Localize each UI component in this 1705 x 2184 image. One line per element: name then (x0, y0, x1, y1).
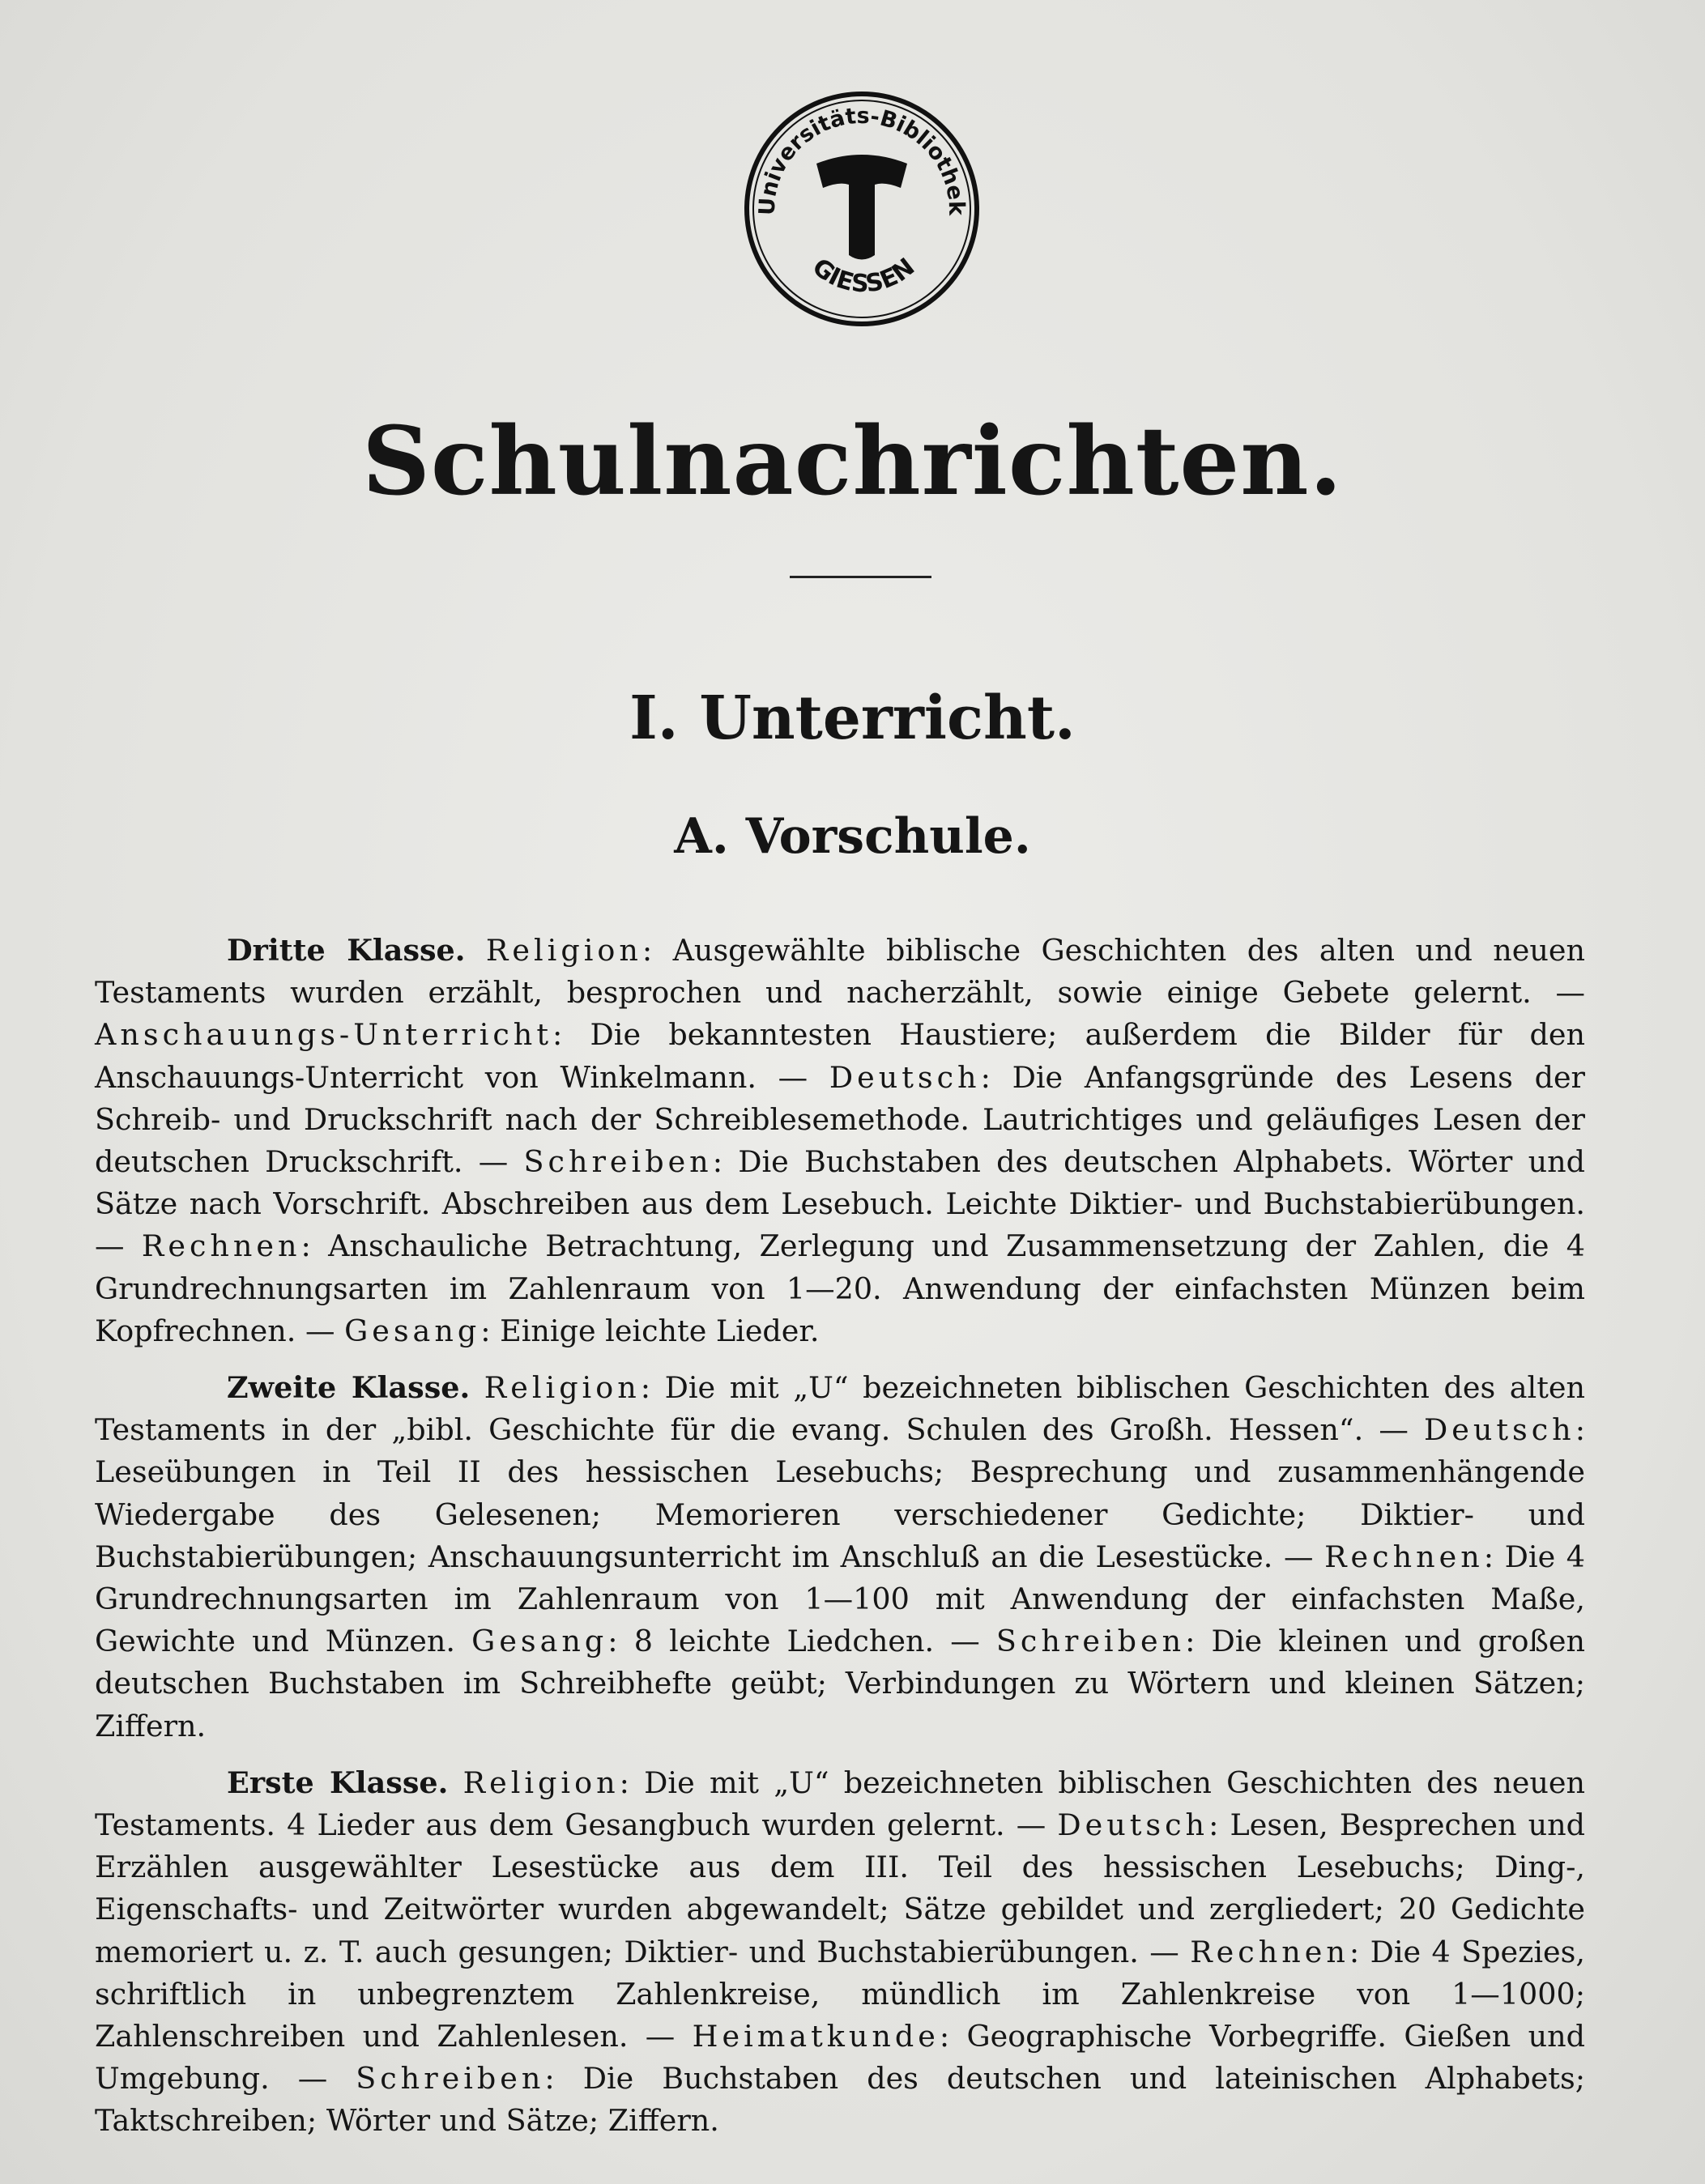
klasse-label: Erste Klasse. (227, 1765, 449, 1800)
library-stamp-icon (742, 89, 982, 329)
klasse-label: Dritte Klasse. (227, 933, 466, 968)
svg-text:Universitäts-Bibliothek: Universitäts-Bibliothek (754, 103, 970, 216)
subject-text: : Die mit „U“ bezeichneten biblischen Geschichten des alten Testaments in der „bibl. Geschichte für die evang. Schulen des Großh. Hessen“. — (95, 1370, 1585, 1448)
klasse-label: Zweite Klasse. (227, 1370, 471, 1406)
subject-name: Gesang (344, 1313, 481, 1348)
subject-name: Deutsch (1423, 1412, 1575, 1448)
page-title: Schulnachrichten. (362, 407, 1343, 517)
paragraph-erste-klasse (95, 1762, 1585, 2143)
subject-name: Anschauungs-Unterricht (95, 1017, 552, 1053)
subject-text: : Die bekanntesten Haustiere; außerdem die Bilder für den Anschauungs-Unterricht von Winkelmann. — (95, 1017, 1585, 1095)
subject-name: Deutsch (1057, 1807, 1209, 1843)
subject-text: : Ausgewählte biblische Geschichten des alten und neuen Testaments wurden erzählt, besprochen und nacherzählt, sowie einige Gebete gelernt. — (95, 933, 1585, 1011)
subject-name: Rechnen (1190, 1934, 1349, 1969)
subject-text: : Die Buchstaben des deutschen und lateinischen Alphabets; Taktschreiben; Wörter und Sätze; Ziffern. (95, 2061, 1585, 2139)
subject-text: : Die kleinen und großen deutschen Buchstaben im Schreibhefte geübt; Verbindungen zu Wörtern und kleinen Sätzen; Ziffern. (95, 1624, 1585, 1743)
subject-text: : 8 leichte Liedchen. — (607, 1624, 996, 1659)
subject-name: Rechnen (141, 1228, 301, 1264)
svg-text:GIESSEN: GIESSEN (807, 253, 920, 299)
subject-text: : Einige leichte Lieder. (480, 1313, 820, 1348)
subject-name: Religion (484, 1370, 641, 1406)
subject-text: : Die Anfangsgründe des Lesens der Schreib- und Druckschrift nach der Schreiblesemethode. Lautrichtiges und geläufiges Lesen der deutschen Druckschrift. — (95, 1059, 1585, 1180)
subject-text: : Anschauliche Betrachtung, Zerlegung und Zusammensetzung der Zahlen, die 4 Grundrechnungsarten im Zahlenraum von 1—20. Anwendung der einfachsten Münzen beim Kopfrechnen. — (95, 1228, 1585, 1348)
subject-name: Rechnen (1324, 1539, 1484, 1574)
subject-text: : Geographische Vorbegriffe. Gießen und Umgebung. — (95, 2019, 1585, 2097)
subject-name: Religion (462, 1765, 620, 1800)
title-divider (790, 576, 931, 578)
subsection-heading: A. Vorschule. (674, 808, 1031, 865)
subject-name: Heimatkunde (692, 2019, 940, 2054)
subject-text: : Die 4 Grundrechnungsarten im Zahlenraum von 1—100 mit Anwendung der einfachsten Maße, Gewichte und Münzen. (95, 1539, 1586, 1659)
subject-name: Gesang (471, 1624, 608, 1659)
subject-name: Religion (485, 933, 642, 968)
subject-name: Schreiben (995, 1624, 1186, 1659)
subject-text: : Die 4 Spezies, schriftlich in unbegrenztem Zahlenkreise, mündlich im Zahlenkreise von 1—1000; Zahlenschreiben und Zahlenlesen. — (95, 1934, 1585, 2054)
subject-name: Schreiben (523, 1144, 713, 1180)
subject-text: : Die Buchstaben des deutschen Alphabets. Wörter und Sätze nach Vorschrift. Abschreiben aus dem Lesebuch. Leichte Diktier- und Buchstabierübungen. — (95, 1144, 1585, 1264)
section-heading: I. Unterricht. (629, 683, 1076, 753)
paragraph-zweite-klasse (95, 1367, 1585, 1748)
subject-text: : Leseübungen in Teil II des hessischen Lesebuchs; Besprechung und zusammenhängende Wiedergabe des Gelesenen; Memorieren verschiedener Gedichte; Diktier- und Buchstabierübungen; Anschauungsunterricht im Anschluß an die Lesestücke. — (95, 1412, 1585, 1574)
subject-text: : Die mit „U“ bezeichneten biblischen Geschichten des neuen Testaments. 4 Lieder aus dem Gesangbuch wurden gelernt. — (95, 1765, 1585, 1843)
subject-name: Schreiben (356, 2061, 545, 2097)
subject-name: Deutsch (829, 1059, 981, 1095)
subject-text: : Lesen, Besprechen und Erzählen ausgewählter Lesestücke aus dem III. Teil des hessischen Lesebuchs; Ding-, Eigenschafts- und Zeitwörter wurden abgewandelt; Sätze gebildet und zergliedert; 20 Gedichte memoriert u. z. T. auch gesungen; Diktier- und Buchstabierübungen. — (95, 1807, 1586, 1969)
paragraph-dritte-klasse (95, 930, 1585, 1352)
class-descriptions (95, 930, 1585, 2157)
